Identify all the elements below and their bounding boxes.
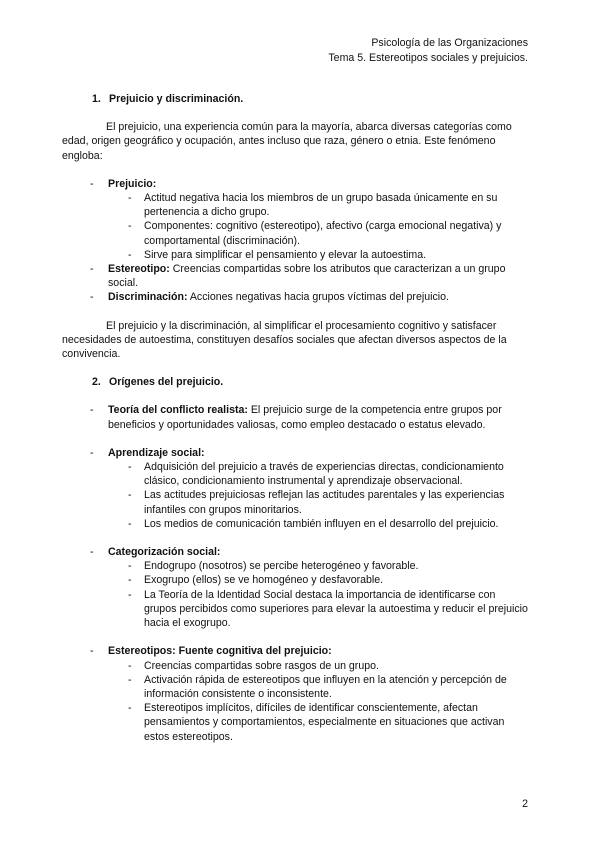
section-heading-1: 1. Prejuicio y discriminación. [92, 93, 244, 105]
bullet-conflicto-realista: - Teoría del conflicto realista: El prejuicio surge de la competencia entre grupos por beneficios y oportunidades valiosas, como empleo destacado o estatus elevado. [90, 404, 502, 431]
sub-bullet: - Actitud negativa hacia los miembros de un grupo basada únicamente en su pertenencia a dicho grupo. [128, 192, 498, 219]
page-number: 2 [522, 798, 528, 810]
header-topic: Tema 5. Estereotipos sociales y prejuicios. [328, 52, 528, 64]
bullet-estereotipos-fuente: - Estereotipos: Fuente cognitiva del prejuicio: [90, 645, 332, 658]
document-body [62, 92, 530, 744]
intro-paragraph: El prejuicio, una experiencia común para la mayoría, abarca diversas categorías como edad, origen geográfico y ocupación, antes incluso que raza, género o etnia. Este fenómeno engloba: [62, 121, 512, 162]
sub-bullet: - Creencias compartidas sobre rasgos de un grupo. [128, 659, 379, 672]
sub-bullet: - Sirve para simplificar el pensamiento y elevar la autoestima. [128, 248, 427, 261]
page-header [328, 36, 528, 66]
sub-bullet: - Activación rápida de estereotipos que influyen en la atención y percepción de información consistente o inconsistente. [128, 673, 507, 700]
header-course: Psicología de las Organizaciones [371, 37, 528, 49]
sub-bullet: - Endogrupo (nosotros) se percibe heterogéneo y favorable. [128, 560, 419, 573]
bullet-categorizacion-social: - Categorización social: [90, 546, 221, 559]
section-heading-2: 2. Orígenes del prejuicio. [92, 376, 224, 389]
sub-bullet: - Exogrupo (ellos) se ve homogéneo y desfavorable. [128, 574, 384, 587]
bullet-aprendizaje-social: - Aprendizaje social: [90, 446, 205, 459]
bullet-estereotipo: - Estereotipo: Creencias compartidas sobre los atributos que caracterizan a un grupo social. [90, 263, 506, 290]
sub-bullet: - Adquisición del prejuicio a través de experiencias directas, condicionamiento clásico, condicionamiento instrumental y aprendizaje observacional. [128, 461, 504, 488]
sub-bullet: - Las actitudes prejuiciosas reflejan las actitudes parentales y las experiencias infantiles con grupos minoritarios. [128, 489, 505, 516]
sub-bullet: - Componentes: cognitivo (estereotipo), afectivo (carga emocional negativa) y comportamental (discriminación). [128, 220, 502, 247]
sub-bullet: - Los medios de comunicación también influyen en el desarrollo del prejuicio. [128, 517, 499, 530]
sub-bullet: - La Teoría de la Identidad Social destaca la importancia de identificarse con grupos percibidos como superiores para elevar la autoestima y reducir el prejuicio hacia el exogrupo. [128, 588, 528, 630]
bullet-discriminacion: - Discriminación: Acciones negativas hacia grupos víctimas del prejuicio. [90, 291, 449, 304]
sub-bullet: - Estereotipos implícitos, difíciles de identificar conscientemente, afectan pensamientos y comportamientos, especialmente en situaciones que activan estos estereotipos. [128, 702, 505, 743]
closing-paragraph: El prejuicio y la discriminación, al simplificar el procesamiento cognitivo y satisfacer necesidades de autoestima, constituyen desafíos sociales que afectan diversos aspectos de la convivencia. [62, 319, 507, 361]
bullet-prejuicio: - Prejuicio: [90, 177, 157, 190]
